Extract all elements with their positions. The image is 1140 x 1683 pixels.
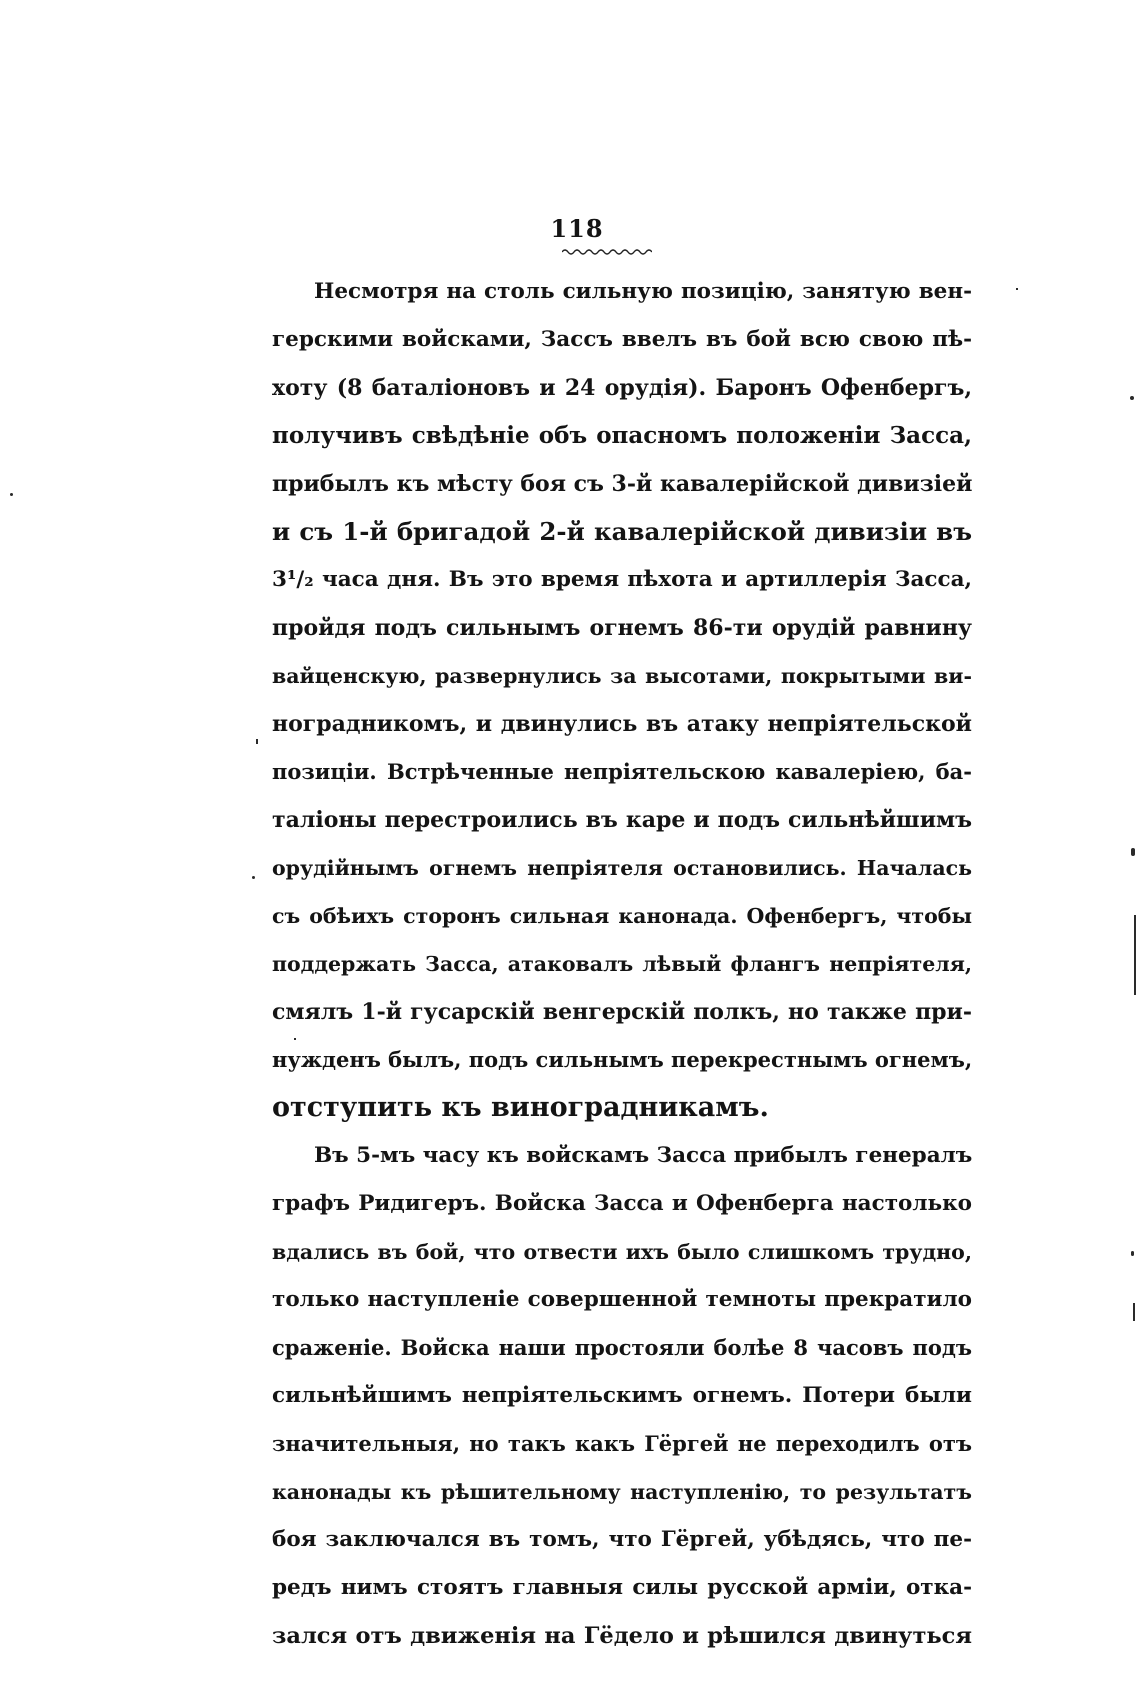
text-line: получивъ свѣдѣніе объ опасномъ положеніи Засса, xyxy=(272,422,972,449)
text-line: съ обѣихъ сторонъ сильная канонада. Офенбергъ, чтобы xyxy=(272,904,972,928)
scan-speck xyxy=(1130,396,1134,400)
text-line: значительныя, но такъ какъ Гёргей не переходилъ отъ xyxy=(272,1431,972,1456)
scan-speck xyxy=(1016,288,1018,290)
page-number: 118 xyxy=(550,214,604,243)
scan-speck xyxy=(10,493,13,496)
text-line: редъ нимъ стоятъ главныя силы русской арміи, отка- xyxy=(272,1575,972,1600)
text-line: графъ Ридигеръ. Войска Засса и Офенберга настолько xyxy=(272,1191,972,1216)
body-text xyxy=(272,268,972,1660)
text-line: прибылъ къ мѣсту боя съ 3-й кавалерійской дивизіей xyxy=(272,471,973,497)
scan-speck xyxy=(1131,1251,1134,1256)
text-line: вдались въ бой, что отвести ихъ было слишкомъ трудно, xyxy=(272,1240,972,1264)
scan-speck xyxy=(1133,1303,1135,1321)
text-line: таліоны перестроились въ каре и подъ сильнѣйшимъ xyxy=(272,807,972,833)
text-line: герскими войсками, Зассъ ввелъ въ бой всю свою пѣ- xyxy=(272,327,972,352)
text-line: поддержать Засса, атаковалъ лѣвый флангъ непріятеля, xyxy=(272,952,972,976)
text-line: нужденъ былъ, подъ сильнымъ перекрестнымъ огнемъ, xyxy=(272,1047,973,1072)
text-line: 3¹/₂ часа дня. Въ это время пѣхота и артиллерія Засса, xyxy=(272,567,972,592)
text-line: Несмотря на столь сильную позицію, занятую вен- xyxy=(314,279,972,304)
text-line: Въ 5-мъ часу къ войскамъ Засса прибылъ генералъ xyxy=(314,1143,973,1168)
scan-speck xyxy=(256,739,258,744)
text-line: боя заключался въ томъ, что Гёргей, убѣдясь, что пе- xyxy=(272,1527,972,1552)
text-line: ноградникомъ, и двинулись въ атаку непріятельской xyxy=(272,711,972,737)
text-line: отступить къ виноградникамъ. xyxy=(272,1092,769,1123)
text-line: канонады къ рѣшительному наступленію, то результатъ xyxy=(272,1480,972,1504)
text-line: вайценскую, развернулись за высотами, покрытыми ви- xyxy=(272,664,972,688)
text-line: пройдя подъ сильнымъ огнемъ 86-ти орудій равнину xyxy=(272,615,972,641)
text-line: хоту (8 баталіоновъ и 24 орудія). Баронъ Офенбергъ, xyxy=(272,375,972,401)
text-line: и съ 1-й бригадой 2-й кавалерійской дивизіи въ xyxy=(272,517,972,546)
text-line: смялъ 1-й гусарскій венгерскій полкъ, но также при- xyxy=(272,999,972,1025)
scan-speck xyxy=(252,876,255,879)
scan-speck xyxy=(294,1038,296,1040)
text-line: сраженіе. Войска наши простояли болѣе 8 часовъ подъ xyxy=(272,1335,972,1360)
text-line: орудійнымъ огнемъ непріятеля остановились. Началась xyxy=(272,856,972,880)
scan-edge-line xyxy=(1134,915,1136,995)
paragraph-2 xyxy=(272,1132,972,1660)
text-line: позиціи. Встрѣченные непріятельскою кавалеріею, ба- xyxy=(272,759,972,784)
paragraph-1 xyxy=(272,268,972,1132)
page-number-ornament xyxy=(562,246,652,258)
scan-speck xyxy=(1131,848,1135,856)
text-line: только наступленіе совершенной темноты прекратило xyxy=(272,1287,972,1312)
text-line: сильнѣйшимъ непріятельскимъ огнемъ. Потери были xyxy=(272,1383,972,1408)
text-line: зался отъ движенія на Гёдело и рѣшился двинуться xyxy=(272,1623,972,1649)
